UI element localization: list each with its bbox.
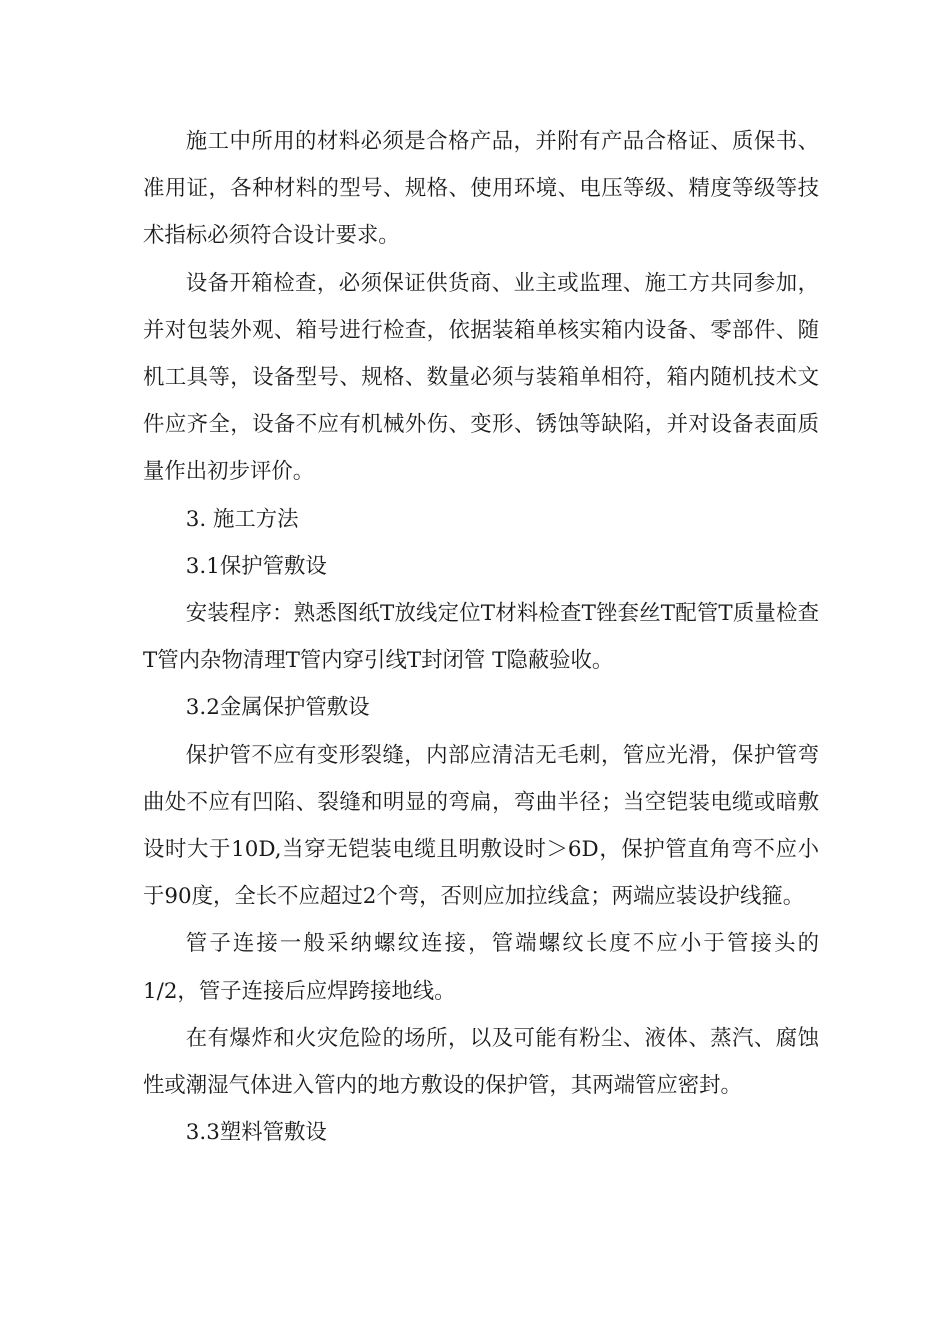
heading-protective-pipe-laying: 3.1保护管敷设 xyxy=(185,553,327,579)
paragraph-pipe-requirements: 保护管不应有变形裂缝，内部应清洁无毛刺，管应光滑，保护管弯曲处不应有凹陷、裂缝和明显的弯扁，弯曲半径；当空铠装电缆或暗敷设时大于10D,当穿无铠装电缆且明敷设时＞6D，保护管直角弯不应小于90度，全长不应超过2个弯，否则应加拉线盒；两端应装设护线箍。 xyxy=(143,742,819,910)
document-body xyxy=(143,118,819,1156)
heading-construction-method: 3. 施工方法 xyxy=(185,506,299,532)
paragraph-material-requirements: 施工中所用的材料必须是合格产品，并附有产品合格证、质保书、准用证，各种材料的型号、规格、使用环境、电压等级、精度等级等技术指标必须符合设计要求。 xyxy=(143,129,819,249)
paragraph-pipe-connection: 管子连接一般采纳螺纹连接，管端螺纹长度不应小于管接头的1/2，管子连接后应焊跨接地线。 xyxy=(143,931,819,1004)
paragraph-installation-procedure: 安装程序：熟悉图纸T放线定位T材料检查T锉套丝T配管T质量检查T管内杂物清理T管内穿引线T封闭管 T隐蔽验收。 xyxy=(143,601,819,674)
paragraph-equipment-inspection: 设备开箱检查，必须保证供货商、业主或监理、施工方共同参加，并对包装外观、箱号进行检查，依据装箱单核实箱内设备、零部件、随机工具等，设备型号、规格、数量必须与装箱单相符，箱内随机技术文件应齐全，设备不应有机械外伤、变形、锈蚀等缺陷，并对设备表面质量作出初步评价。 xyxy=(143,270,819,485)
heading-plastic-pipe-laying: 3.3塑料管敷设 xyxy=(185,1120,327,1146)
heading-metal-protective-pipe: 3.2金属保护管敷设 xyxy=(185,695,370,721)
paragraph-hazardous-area-sealing: 在有爆炸和火灾危险的场所，以及可能有粉尘、液体、蒸汽、腐蚀性或潮湿气体进入管内的地方敷设的保护管，其两端管应密封。 xyxy=(143,1025,819,1099)
